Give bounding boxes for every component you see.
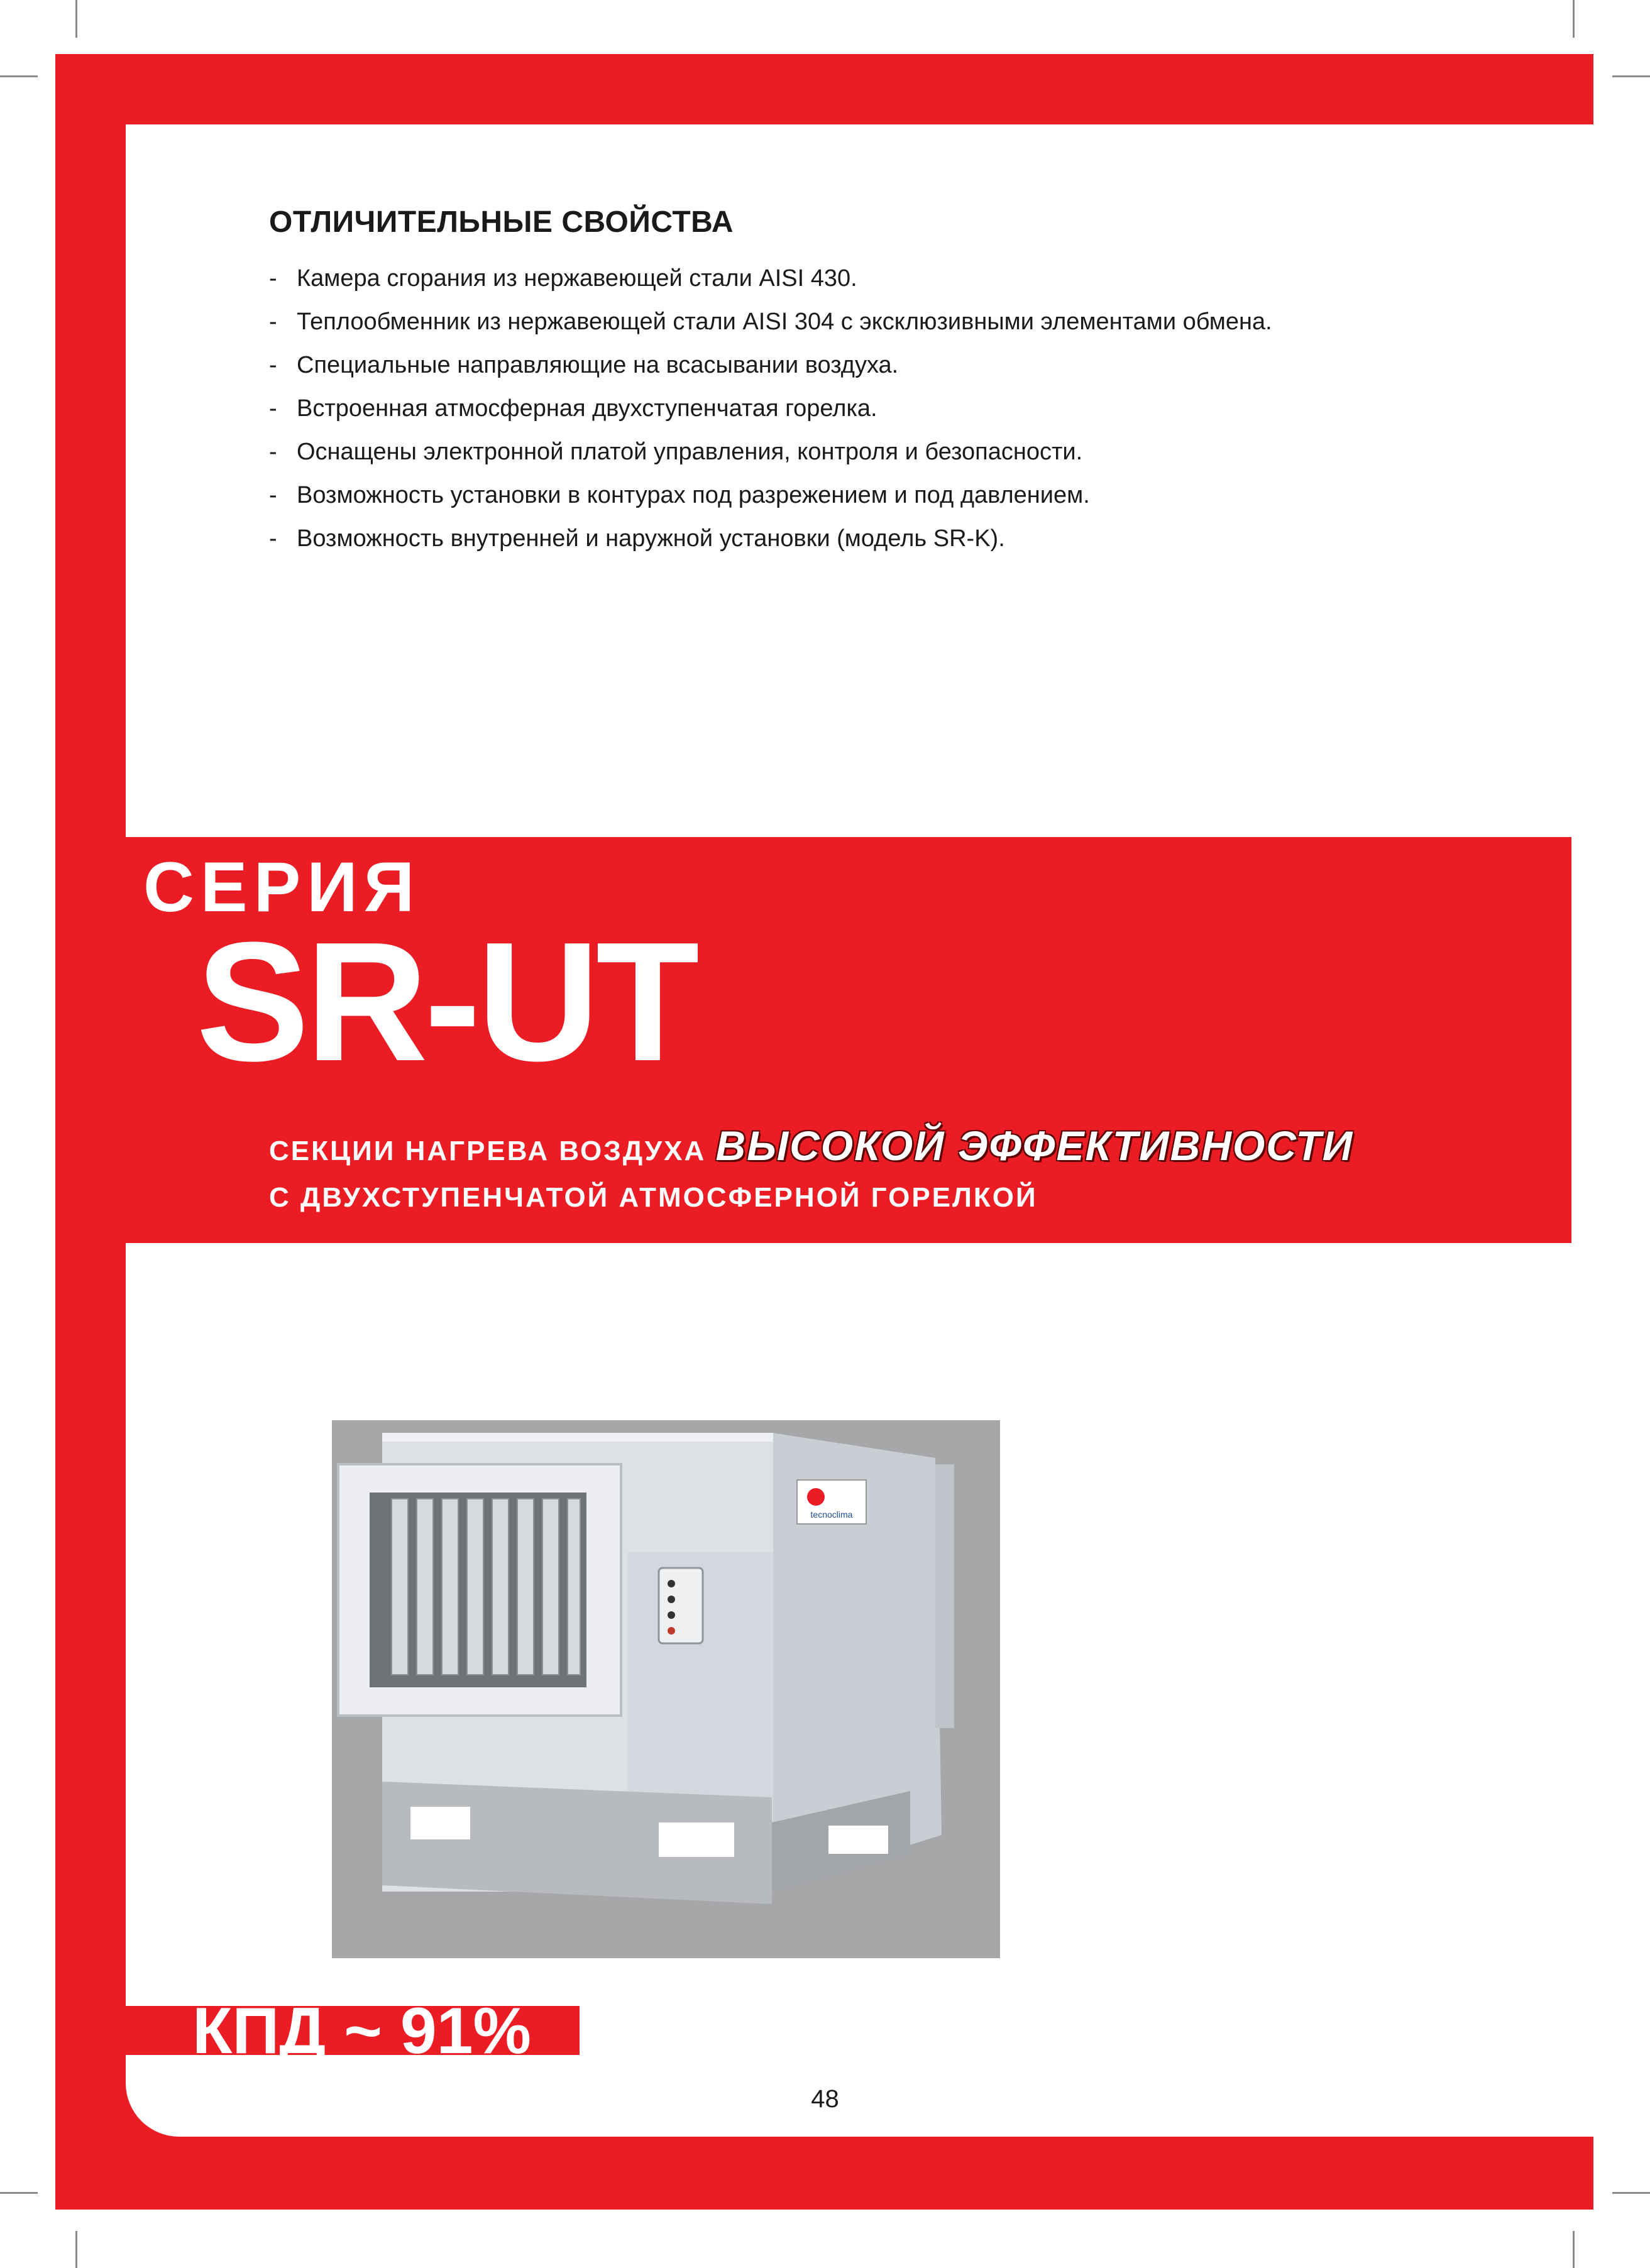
tube — [568, 1499, 580, 1675]
features-section — [269, 205, 1526, 561]
crop-mark — [75, 2231, 77, 2268]
top-edge — [382, 1433, 773, 1442]
rear-flange — [935, 1464, 954, 1728]
fork-slot — [828, 1826, 888, 1854]
crop-mark — [1573, 0, 1575, 38]
tube — [517, 1499, 534, 1675]
crop-mark — [1612, 2192, 1650, 2194]
product-photo — [332, 1420, 1000, 1958]
list-item — [269, 344, 1526, 387]
page-number: 48 — [811, 2085, 839, 2113]
indicator-light — [668, 1580, 675, 1587]
subtitle-line-2: С ДВУХСТУПЕНЧАТОЙ АТМОСФЕРНОЙ ГОРЕЛКОЙ — [269, 1182, 1038, 1213]
efficiency-label: КПД ~ 91% — [192, 1995, 531, 2068]
list-item — [269, 257, 1526, 300]
efficiency-badge — [126, 1995, 580, 2068]
tube — [417, 1499, 433, 1675]
list-item — [269, 474, 1526, 517]
bullet-dash: - — [269, 482, 277, 508]
feature-text: Возможность внутренней и наружной установки (модель SR-K). — [297, 525, 1005, 552]
feature-text: Встроенная атмосферная двухступенчатая горелка. — [297, 395, 877, 422]
bullet-dash: - — [269, 439, 277, 465]
crop-mark — [1573, 2231, 1575, 2268]
subtitle-line-1 — [269, 1122, 1353, 1175]
feature-text: Оснащены электронной платой управления, контроля и безопасности. — [297, 439, 1083, 465]
indicator-light — [668, 1596, 675, 1603]
tube — [442, 1499, 458, 1675]
feature-text: Возможность установки в контурах под разрежением и под давлением. — [297, 482, 1090, 508]
feature-text: Теплообменник из нержавеющей стали AISI 304 с эксклюзивными элементами обмена. — [297, 309, 1272, 335]
bullet-dash: - — [269, 525, 277, 552]
list-item — [269, 300, 1526, 344]
indicator-light — [668, 1611, 675, 1619]
tube — [542, 1499, 559, 1675]
tube — [392, 1499, 408, 1675]
feature-text: Камера сгорания из нержавеющей стали AISI 430. — [297, 265, 857, 292]
feature-text: Специальные направляющие на всасывании воздуха. — [297, 352, 899, 378]
crop-mark — [75, 0, 77, 38]
bullet-dash: - — [269, 395, 277, 422]
tube — [467, 1499, 483, 1675]
subtitle-prefix: СЕКЦИИ НАГРЕВА ВОЗДУХА — [269, 1136, 707, 1166]
brand-label: tecnoclima — [810, 1509, 853, 1520]
bullet-dash: - — [269, 309, 277, 335]
features-list — [269, 257, 1526, 561]
crop-mark — [0, 75, 38, 77]
bullet-dash: - — [269, 352, 277, 378]
indicator-light — [668, 1627, 675, 1635]
control-panel — [659, 1568, 703, 1643]
features-heading: ОТЛИЧИТЕЛЬНЫЕ СВОЙСТВА — [269, 205, 734, 239]
subtitle — [269, 1122, 1353, 1221]
crop-mark — [1612, 75, 1650, 77]
list-item — [269, 517, 1526, 561]
fork-slot — [659, 1822, 734, 1857]
subtitle-emphasis: ВЫСОКОЙ ЭФФЕКТИВНОСТИ — [715, 1122, 1354, 1169]
crop-mark — [0, 2192, 38, 2194]
tube — [492, 1499, 509, 1675]
list-item — [269, 430, 1526, 474]
list-item — [269, 387, 1526, 430]
brand-logo-icon — [807, 1488, 825, 1506]
bullet-dash: - — [269, 265, 277, 292]
model-title: SR-UT — [196, 907, 696, 1097]
series-label: СЕРИЯ — [143, 848, 421, 926]
fork-slot — [410, 1807, 470, 1839]
